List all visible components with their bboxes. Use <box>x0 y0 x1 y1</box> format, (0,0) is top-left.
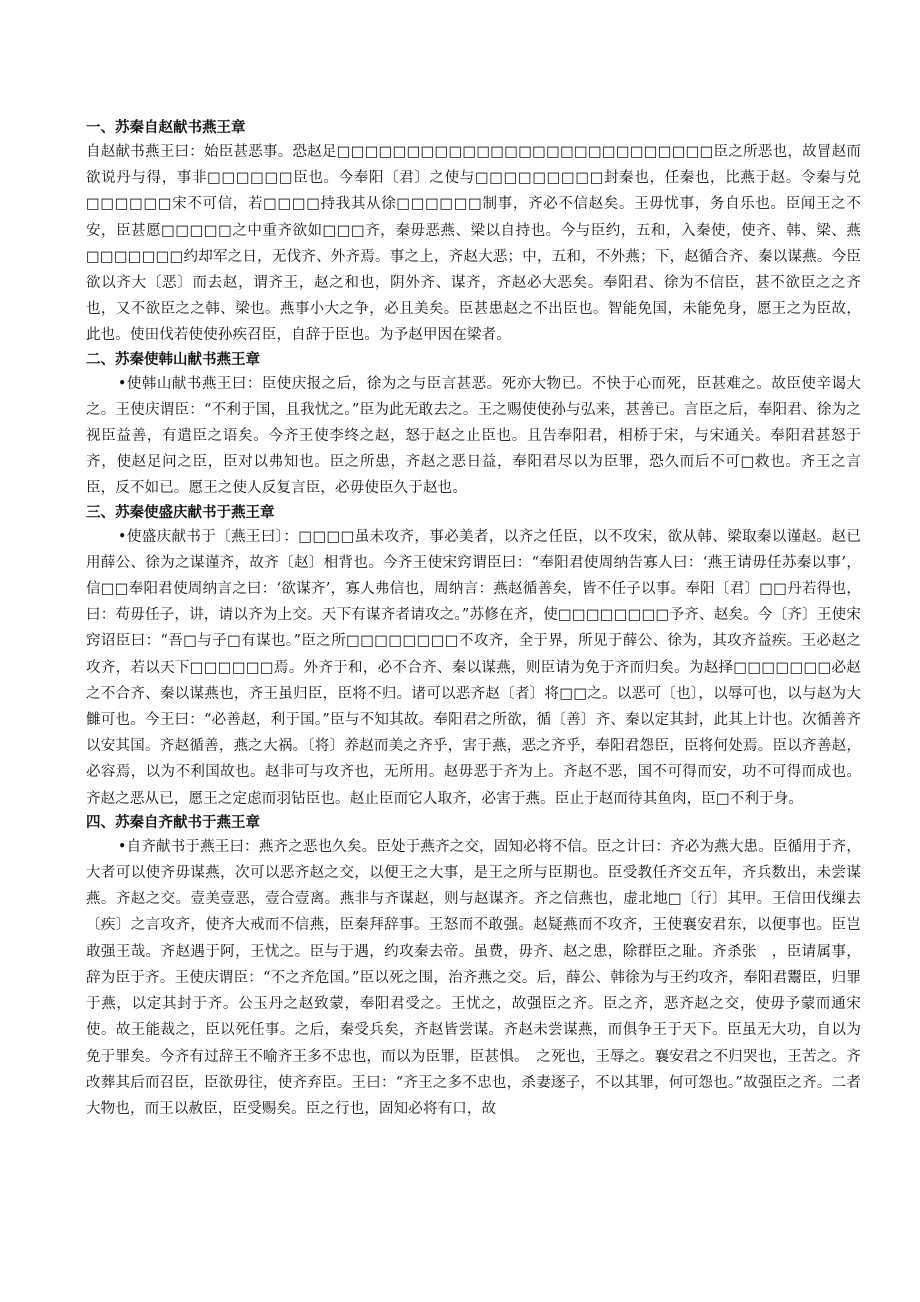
section-1-body: 自赵献书燕王曰：始臣甚恶事。恐赵足□□□□□□□□□□□□□□□□□□□□□□□□□□□臣之所恶也，故冒赵而欲说丹与得，事非□□□□□□臣也。今奉阳〔君〕之使与□□□□□□□□□封秦也，任秦也，比燕于赵。令秦与兑□□□□□□宋不可信，若□□□□持我其从徐□□□□□□制事，齐必不信赵矣。王毋忧事，务自乐也。臣闻王之不安，臣甚愿□□□□□之中重齐欲如□□□齐，秦毋恶燕、梁以自持也。今与臣约，五和，入秦使，使齐、韩、梁、燕□□□□□□□约却军之日，无伐齐、外齐焉。事之上，齐赵大恶；中，五和，不外燕；下，赵循合齐、秦以谋燕。今臣欲以齐大〔恶〕而去赵，谓齐王，赵之和也，阴外齐、谋齐，齐赵必大恶矣。奉阳君、徐为不信臣，甚不欲臣之之齐也，又不欲臣之之韩、梁也。燕事小大之争，必且美矣。臣甚患赵之不出臣也。智能免国，未能免身，愿王之为臣故，此也。使田伐若使使孙疾召臣，自辞于臣也。为予赵甲因在梁者。 <box>86 144 861 344</box>
section-2-title: 二、苏秦使韩山献书燕王章 <box>86 350 260 368</box>
section-4-body: •自齐献书于燕王曰：燕齐之恶也久矣。臣处于燕齐之交，固知必将不信。臣之计曰：齐必为燕大患。臣循用于齐，大者可以使齐毋谋燕，次可以恶齐赵之交，以便王之大事，是王之所与臣期也。臣受教任齐交五年，齐兵数出，未尝谋燕。齐赵之交。壹美壹恶，壹合壹离。燕非与齐谋赵，则与赵谋齐。齐之信燕也，虚北地□〔行〕其甲。王信田伐缫去〔疾〕之言攻齐，使齐大戒而不信燕，臣秦拜辞事。王怒而不敢强。赵疑燕而不攻齐，王使襄安君东，以便事也。臣岂敢强王哉。齐赵遇于阿，王忧之。臣与于遇，约攻秦去帝。虽费，毋齐、赵之患，除群臣之耻。齐杀张 ，臣请属事，辞为臣于齐。王使庆谓臣：“不之齐危国。”臣以死之围，治齐燕之交。后，薛公、韩徐为与王约攻齐，奉阳君鬻臣，归罪于燕，以定其封于齐。公玉丹之赵致蒙，奉阳君受之。王忧之，故强臣之齐。臣之齐，恶齐赵之交，使毋予蒙而通宋使。故王能裁之，臣以死任事。之后，秦受兵矣，齐赵皆尝谋。齐赵未尝谋燕，而俱争王于天下。臣虽无大功，自以为免于罪矣。今齐有过辞王不喻齐王多不忠也，而以为臣罪，臣甚惧。 之死也，王辱之。襄安君之不归哭也，王苦之。齐改葬其后而召臣，臣欲毋往，使齐弃臣。王曰：“齐王之多不忠也，杀妻逐子，不以其罪，何可怨也。”故强臣之齐。二者大物也，而王以赦臣，臣受赐矣。臣之行也，固知必将有口，故 <box>86 838 861 1117</box>
section-3-body: •使盛庆献书于〔燕王曰〕：□□□□虽未攻齐，事必美者，以齐之任臣，以不攻宋，欲从韩、梁取秦以谨赵。赵已用薛公、徐为之谋谨齐，故齐〔赵〕相背也。今齐王使宋窍谓臣曰：“奉阳君使周纳告寡人曰：‘燕王请毋任苏秦以事’，信□□奉阳君使周纳言之曰：‘欲谋齐’，寡人弗信也，周纳言：燕赵循善矣，皆不任子以事。奉阳〔君〕□□丹若得也，曰：苟毋任子，讲，请以齐为上交。天下有谋齐者请攻之。”苏修在齐，使□□□□□□□□予齐、赵矣。今〔齐〕王使宋窍诏臣曰：“吾□与子□有谋也。”臣之所□□□□□□□□不攻齐，全于界，所见于薛公、徐为，其攻齐益疾。王必赵之攻齐，若以天下□□□□□□焉。外齐于和，必不合齐、秦以谋燕，则臣请为免于齐而归矣。为赵择□□□□□□□必赵之不合齐、秦以谋燕也，齐王虽归臣，臣将不归。诸可以恶齐赵〔者〕将□□之。以恶可〔也〕，以辱可也，以与赵为大雠可也。今王曰：“必善赵，利于国。”臣与不知其故。奉阳君之所欲，循〔善〕齐、秦以定其封，此其上计也。次循善齐以安其国。齐赵循善，燕之大祸。〔将〕养赵而美之齐乎，害于燕，恶之齐乎，奉阳君怨臣，臣将何处焉。臣以齐善赵，必容焉，以为不利国故也。赵非可与攻齐也，无所用。赵毋恶于齐为上。齐赵不恶，国不可得而安，功不可得而成也。齐赵之恶从已，愿王之定虑而羽钻臣也。赵止臣而它人取齐，必害于燕。臣止于赵而待其鱼肉，臣□不利于身。 <box>86 528 861 807</box>
section-1-title: 一、苏秦自赵献书燕王章 <box>86 119 246 136</box>
document-page <box>86 117 861 1122</box>
section-2-body: •使韩山献书燕王曰：臣使庆报之后，徐为之与臣言甚恶。死亦大物已。不快于心而死，臣甚难之。故臣使辛谒大之。王使庆谓臣：“不利于国，且我忧之。”臣为此无敢去之。王之赐使使孙与弘来，甚善已。言臣之后，奉阳君、徐为之视臣益善，有遣臣之语矣。今齐王使李终之赵，怒于赵之止臣也。且告奉阳君，相桥于宋，与宋通关。奉阳君甚怒于齐，使赵足问之臣，臣对以弗知也。臣之所患，齐赵之恶日益，奉阳君尽以为臣罪，恐久而后不可□救也。齐王之言臣，反不如已。愿王之使人反复言臣，必毋使臣久于赵也。 <box>86 375 861 497</box>
section-3-title: 三、苏秦使盛庆献书于燕王章 <box>86 503 275 521</box>
section-4-title: 四、苏秦自齐献书于燕王章 <box>86 813 260 831</box>
